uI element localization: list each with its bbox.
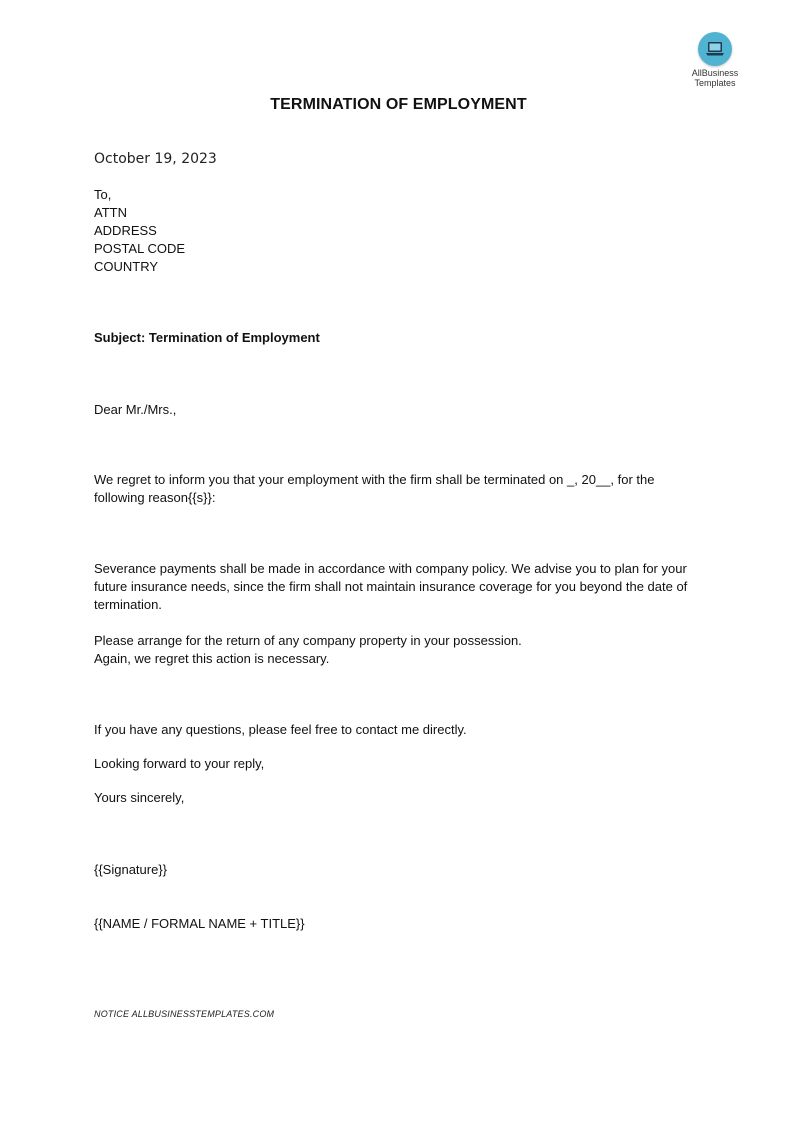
closing: Yours sincerely, <box>94 790 185 805</box>
signature-placeholder: {{Signature}} <box>94 862 168 877</box>
logo-line-1: AllBusiness <box>691 68 739 78</box>
company-logo <box>676 32 754 88</box>
address-postal-code: POSTAL CODE <box>94 241 186 256</box>
logo-line-2: Templates <box>694 78 736 88</box>
footer-notice: NOTICE ALLBUSINESSTEMPLATES.COM <box>94 1009 275 1019</box>
salutation: Dear Mr./Mrs., <box>94 402 177 417</box>
name-title-placeholder: {{NAME / FORMAL NAME + TITLE}} <box>94 916 305 931</box>
paragraph-reply: Looking forward to your reply, <box>94 756 265 771</box>
letter-subject: Subject: Termination of Employment <box>94 330 320 345</box>
address-attn: ATTN <box>94 205 127 220</box>
address-to: To, <box>94 187 112 202</box>
letter-date: October 19, 2023 <box>94 151 217 167</box>
paragraph-questions: If you have any questions, please feel free to contact me directly. <box>94 722 467 737</box>
document-title: TERMINATION OF EMPLOYMENT <box>270 96 527 113</box>
logo-text <box>676 68 754 88</box>
address-country: COUNTRY <box>94 259 159 274</box>
paragraph-property <box>94 632 704 668</box>
laptop-icon <box>698 32 732 66</box>
recipient-address <box>94 186 185 276</box>
paragraph-property-line-2: Again, we regret this action is necessary. <box>94 651 330 666</box>
paragraph-property-line-1: Please arrange for the return of any company property in your possession. <box>94 633 522 648</box>
address-street: ADDRESS <box>94 223 157 238</box>
paragraph-termination: We regret to inform you that your employment with the firm shall be terminated on _, 20__, for the following reason{{s}}: <box>94 472 655 505</box>
paragraph-severance: Severance payments shall be made in accordance with company policy. We advise you to plan for your future insurance needs, since the firm shall not maintain insurance coverage for you beyond the date of termination. <box>94 561 688 612</box>
